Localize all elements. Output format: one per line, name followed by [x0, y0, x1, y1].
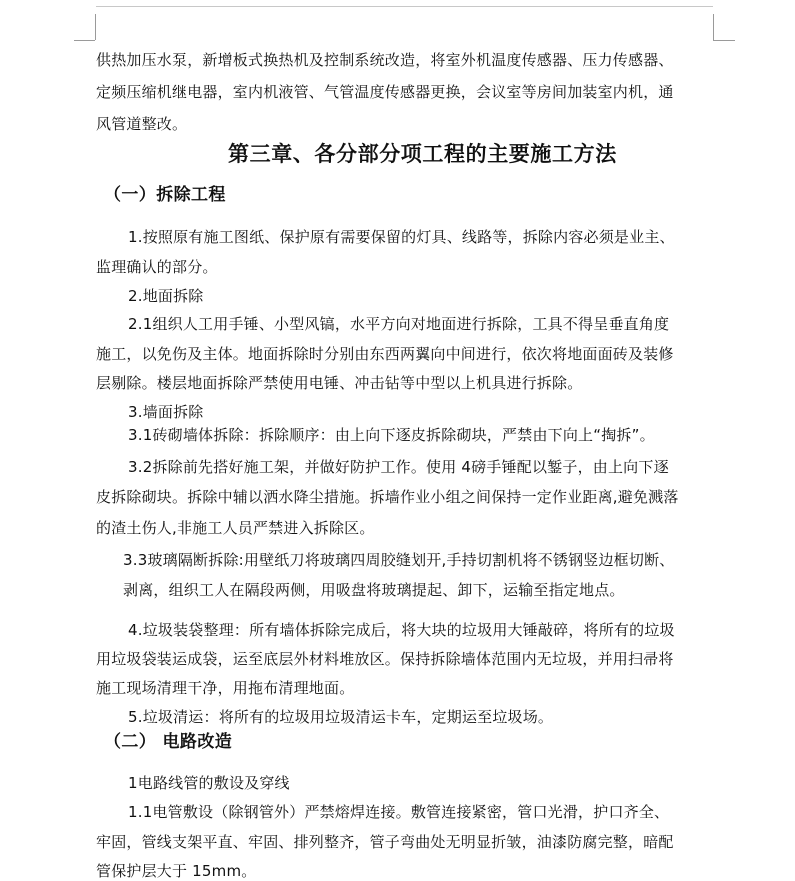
margin-corner-mark-left-h [74, 40, 95, 41]
paragraph-line: 施工现场清理干净，用拖布清理地面。 [96, 679, 355, 697]
paragraph-line: 皮拆除砌块。拆除中辅以洒水降尘措施。拆墙作业小组之间保持一定作业距离,避免溅落 [96, 488, 679, 506]
paragraph-line: 监理确认的部分。 [96, 258, 218, 276]
paragraph-line: 管保护层大于 15mm。 [96, 862, 257, 880]
paragraph-line: 1.按照原有施工图纸、保护原有需要保留的灯具、线路等，拆除内容必须是业主、 [128, 228, 675, 246]
margin-corner-mark-right-h [713, 40, 735, 41]
page-top-border [96, 6, 713, 7]
paragraph-line: 剥离，组织工人在隔段两侧，用吸盘将玻璃提起、卸下，运输至指定地点。 [123, 581, 625, 599]
margin-corner-mark-left [95, 14, 96, 40]
subheading-floor-demolition: 2.地面拆除 [128, 287, 204, 305]
paragraph-line: 4.垃圾装袋整理：所有墙体拆除完成后，将大块的垃圾用大锤敲碎，将所有的垃圾 [128, 621, 675, 639]
paragraph-line: 牢固，管线支架平直、牢固、排列整齐，管子弯曲处无明显折皱，油漆防腐完整，暗配 [96, 833, 674, 851]
paragraph-line: 风管道整改。 [96, 115, 188, 133]
chapter-title: 第三章、各分部分项工程的主要施工方法 [228, 142, 617, 166]
paragraph-line: 供热加压水泵，新增板式换热机及控制系统改造，将室外机温度传感器、压力传感器、 [96, 51, 674, 69]
paragraph-line: 2.1组织人工用手锤、小型风镐，水平方向对地面进行拆除，工具不得呈垂直角度 [128, 315, 670, 333]
paragraph-line: 的渣土伤人,非施工人员严禁进入拆除区。 [96, 519, 375, 537]
paragraph-line: 5.垃圾清运：将所有的垃圾用垃圾清运卡车，定期运至垃圾场。 [128, 708, 554, 726]
paragraph-line: 3.1砖砌墙体拆除：拆除顺序：由上向下逐皮拆除砌块，严禁由下向上“掏拆”。 [128, 426, 655, 444]
section-title-electrical: （二） 电路改造 [104, 732, 233, 752]
subheading-conduit-wiring: 1电路线管的敷设及穿线 [128, 774, 290, 792]
margin-corner-mark-right [713, 14, 714, 40]
paragraph-line: 3.2拆除前先搭好施工架，并做好防护工作。使用 4磅手锤配以錾子，由上向下逐 [128, 458, 669, 476]
paragraph-line: 1.1电管敷设（除钢管外）严禁熔焊连接。敷管连接紧密，管口光滑，护口齐全、 [128, 803, 670, 821]
paragraph-line: 层剔除。楼层地面拆除严禁使用电锤、冲击钻等中型以上机具进行拆除。 [96, 374, 583, 392]
paragraph-line: 用垃圾袋装运成袋，运至底层外材料堆放区。保持拆除墙体范围内无垃圾，并用扫帚将 [96, 650, 674, 668]
subheading-wall-demolition: 3.墙面拆除 [128, 403, 204, 421]
paragraph-line: 定频压缩机继电器，室内机液管、气管温度传感器更换，会议室等房间加装室内机，通 [96, 83, 674, 101]
paragraph-line: 3.3玻璃隔断拆除:用壁纸刀将玻璃四周胶缝划开,手持切割机将不锈钢竖边框切断、 [123, 551, 675, 569]
paragraph-line: 施工，以免伤及主体。地面拆除时分别由东西两翼向中间进行，依次将地面面砖及装修 [96, 345, 674, 363]
section-title-demolition: （一）拆除工程 [104, 185, 226, 205]
